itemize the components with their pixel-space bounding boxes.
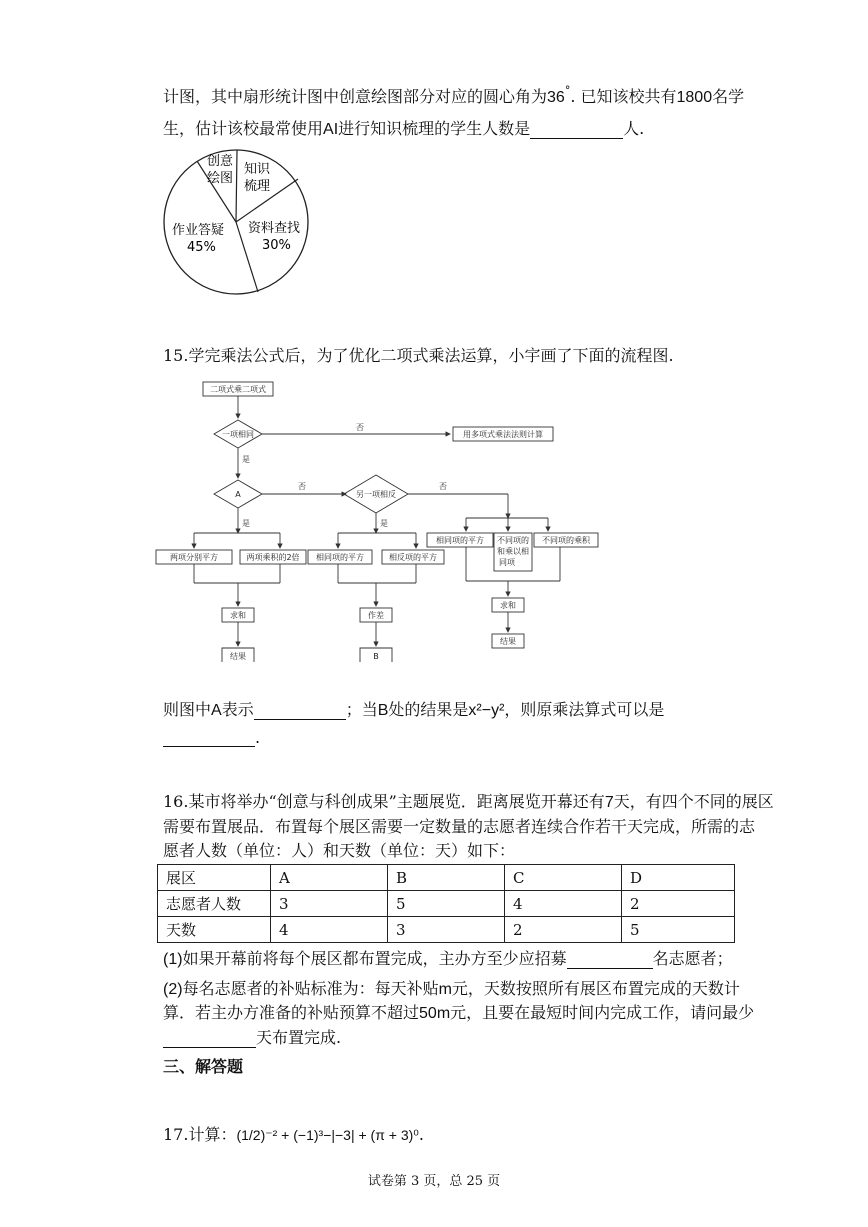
q17-text: . bbox=[418, 1125, 424, 1144]
ai-term: AI bbox=[323, 121, 339, 138]
pie-divider bbox=[236, 150, 237, 222]
flow-text: 两项分别平方 bbox=[170, 553, 218, 562]
pie-label: 知识 bbox=[244, 162, 271, 177]
part-number: (2) bbox=[163, 981, 183, 998]
flow-text: 作差 bbox=[368, 611, 384, 620]
q15-title: 15.学完乘法公式后，为了优化二项式乘法运算，小宇画了下面的流程图. bbox=[163, 346, 674, 365]
flow-text: 是 bbox=[242, 519, 250, 528]
flow-text: 否 bbox=[439, 482, 447, 491]
q15-text: 表示 bbox=[221, 700, 254, 719]
q16-part1 bbox=[163, 946, 733, 969]
part-number: (1) bbox=[163, 951, 183, 968]
q14-text: 人. bbox=[623, 119, 645, 138]
flow-text: 不同项的 bbox=[497, 536, 529, 545]
q15-text: ，则原乘法算式可以是 bbox=[504, 700, 665, 719]
answer-blank[interactable] bbox=[163, 728, 255, 747]
flow-text: 否 bbox=[356, 423, 364, 432]
pie-label: 作业答疑 bbox=[172, 223, 225, 238]
flow-text: 否 bbox=[298, 482, 306, 491]
q14-text: 名学 bbox=[712, 87, 745, 106]
q16-line1 bbox=[163, 789, 774, 812]
q14-text: . 已知该校共有 bbox=[570, 87, 677, 106]
q16-text: 天，有四个不同的展区 bbox=[613, 792, 774, 811]
q14-text: 生，估计该校最常使用 bbox=[163, 119, 324, 138]
q15-text: 则图中 bbox=[163, 700, 212, 719]
flow-text: 用多项式乘法法则计算 bbox=[463, 430, 543, 439]
flow-text: 同项 bbox=[499, 558, 515, 567]
var-m: m bbox=[438, 981, 452, 998]
q16-text: 每名志愿者的补贴标准为：每天补贴 bbox=[182, 979, 439, 998]
q14-text: 计图，其中扇形统计图中创意绘图部分对应的圆心角为 bbox=[163, 87, 548, 106]
q15-answer-line bbox=[163, 697, 664, 720]
table-cell: 5 bbox=[388, 891, 505, 917]
q16-text: 名志愿者； bbox=[652, 949, 733, 968]
var-b: B bbox=[377, 702, 389, 719]
budget-value: 50m bbox=[419, 1005, 451, 1022]
flow-text: 求和 bbox=[500, 601, 516, 610]
q14-line2 bbox=[163, 116, 644, 139]
q16-text: 天布置完成. bbox=[256, 1028, 342, 1047]
table-cell: 3 bbox=[388, 917, 505, 943]
flow-text: A bbox=[235, 490, 241, 499]
flow-text: 二项式乘二项式 bbox=[210, 385, 266, 394]
q14-line1 bbox=[163, 84, 744, 107]
section-heading: 三、解答题 bbox=[163, 1057, 244, 1076]
table-cell: 5 bbox=[622, 917, 735, 943]
flowchart bbox=[150, 378, 590, 663]
flow-text: B bbox=[373, 652, 379, 661]
q15-answer-line2 bbox=[163, 728, 260, 747]
pie-chart bbox=[155, 148, 325, 298]
table-cell: B bbox=[388, 865, 505, 891]
table-cell: 展区 bbox=[158, 865, 271, 891]
table-cell: 2 bbox=[622, 891, 735, 917]
answer-blank[interactable] bbox=[530, 120, 623, 139]
flow-text: 是 bbox=[242, 455, 250, 464]
table-row bbox=[158, 891, 735, 917]
q16-text: 16.某市将举办“创意与科创成果”主题展览．距离展览开幕还有 bbox=[163, 792, 605, 811]
pie-label: 创意 bbox=[207, 154, 234, 169]
table-cell: C bbox=[505, 865, 622, 891]
flow-text: 相同项的平方 bbox=[436, 536, 484, 545]
table-cell: 3 bbox=[271, 891, 388, 917]
student-count: 1800 bbox=[676, 89, 713, 106]
table-row bbox=[158, 917, 735, 943]
q14-text: 进行知识梳理的学生人数是 bbox=[338, 119, 531, 138]
q15-text: 处的结果是 bbox=[388, 700, 469, 719]
q16-text: 元，天数按照所有展区布置完成的天数计 bbox=[451, 979, 740, 998]
answer-blank[interactable] bbox=[567, 950, 653, 969]
page-footer: 试卷第 3 页，总 25 页 bbox=[367, 1174, 501, 1189]
q17-label: 17.计算： bbox=[163, 1125, 237, 1144]
pie-label: 30% bbox=[262, 238, 291, 253]
q17-expression: (1/2)⁻² + (−1)³−|−3| + (π + 3)⁰ bbox=[236, 1127, 419, 1143]
expression: x²−y² bbox=[468, 702, 505, 719]
flow-text: 相同项的平方 bbox=[316, 553, 364, 562]
table-cell: 天数 bbox=[158, 917, 271, 943]
table-cell: A bbox=[271, 865, 388, 891]
var-a: A bbox=[211, 702, 222, 719]
flow-text: 和乘以相 bbox=[497, 547, 529, 556]
flow-text: 求和 bbox=[230, 611, 246, 620]
table-row bbox=[158, 865, 735, 891]
q15-text: . bbox=[255, 728, 261, 747]
q16-part2-line2 bbox=[163, 1000, 754, 1023]
flow-text: 结果 bbox=[500, 637, 516, 646]
table-cell: 4 bbox=[271, 917, 388, 943]
flow-text: 一项相同 bbox=[222, 430, 254, 439]
flow-text: 相反项的平方 bbox=[389, 553, 437, 562]
flow-text: 不同项的乘积 bbox=[542, 536, 590, 545]
angle-value: 36 bbox=[547, 89, 565, 106]
flow-text: 结果 bbox=[230, 652, 246, 661]
q17-line bbox=[163, 1122, 424, 1145]
table-cell: 4 bbox=[505, 891, 622, 917]
q16-line3: 愿者人数（单位：人）和天数（单位：天）如下： bbox=[163, 841, 516, 860]
pie-label: 资料查找 bbox=[248, 221, 301, 236]
q16-line2: 需要布置展品．布置每个展区需要一定数量的志愿者连续合作若干天完成，所需的志 bbox=[163, 817, 756, 836]
volunteer-table bbox=[157, 864, 735, 943]
q16-text: 如果开幕前将每个展区都布置完成，主办方至少应招募 bbox=[182, 949, 567, 968]
flow-text: 是 bbox=[380, 519, 388, 528]
table-cell: D bbox=[622, 865, 735, 891]
q16-part2-line1 bbox=[163, 976, 740, 999]
answer-blank[interactable] bbox=[163, 1029, 256, 1048]
q15-text: ；当 bbox=[345, 700, 378, 719]
table-cell: 2 bbox=[505, 917, 622, 943]
pie-label: 45% bbox=[187, 240, 216, 255]
degree-sign: ° bbox=[564, 84, 571, 97]
pie-label: 绘图 bbox=[207, 171, 234, 186]
q16-text: 元，且要在最短时间内完成工作，请问最少 bbox=[450, 1003, 755, 1022]
q16-part2-line3 bbox=[163, 1025, 341, 1048]
days-value: 7 bbox=[604, 794, 614, 811]
pie-label: 梳理 bbox=[244, 179, 271, 194]
flow-text: 另一项相反 bbox=[356, 490, 396, 499]
flow-text: 两项乘积的2倍 bbox=[246, 553, 300, 562]
answer-blank[interactable] bbox=[254, 701, 346, 720]
table-cell: 志愿者人数 bbox=[158, 891, 271, 917]
q16-text: 算．若主办方准备的补贴预算不超过 bbox=[163, 1003, 420, 1022]
